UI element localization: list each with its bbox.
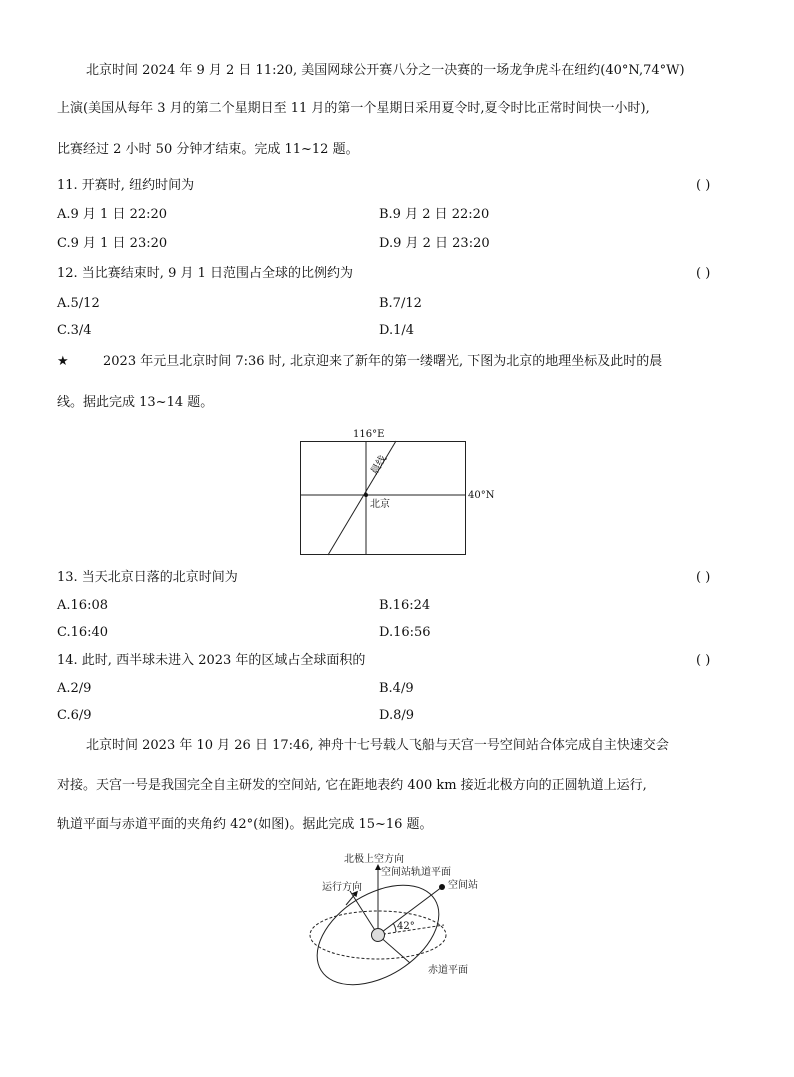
passage1-line1: 北京时间 2024 年 9 月 2 日 11:20, 美国网球公开赛八分之一决赛的一场龙争虎斗在纽约(40°N,74°W) xyxy=(86,63,685,78)
q11-answer-paren[interactable]: ( ) xyxy=(696,178,711,193)
orbit-plane-label: 空间站轨道平面 xyxy=(381,867,451,878)
q12-option-c[interactable]: C.3/4 xyxy=(57,323,92,338)
q13-option-c[interactable]: C.16:40 xyxy=(57,625,109,640)
q12-stem: 12. 当比赛结束时, 9 月 1 日范围占全球的比例约为 xyxy=(57,266,354,281)
orbit-diagram-figure xyxy=(300,845,490,1000)
passage2-line1: 2023 年元旦北京时间 7:36 时, 北京迎来了新年的第一缕曙光, 下图为北京的地理坐标及此时的晨 xyxy=(103,354,663,369)
q13-answer-paren[interactable]: ( ) xyxy=(696,570,711,585)
q14-option-b[interactable]: B.4/9 xyxy=(379,681,414,696)
q13-option-d[interactable]: D.16:56 xyxy=(379,625,431,640)
angle-arc xyxy=(393,923,396,932)
equator-plane-label: 赤道平面 xyxy=(428,965,468,976)
passage3-line1: 北京时间 2023 年 10 月 26 日 17:46, 神舟十七号载人飞船与天宫一号空间站合体完成自主快速交会 xyxy=(86,738,669,753)
q12-option-a[interactable]: A.5/12 xyxy=(57,296,100,311)
dawn-line-label: 晨线 xyxy=(369,453,390,477)
q14-answer-paren[interactable]: ( ) xyxy=(696,653,711,668)
angle-label: 42° xyxy=(397,921,415,932)
beijing-point xyxy=(364,493,368,497)
passage3-line3: 轨道平面与赤道平面的夹角约 42°(如图)。据此完成 15~16 题。 xyxy=(57,817,433,832)
space-station-label: 空间站 xyxy=(448,880,478,891)
q11-option-d[interactable]: D.9 月 2 日 23:20 xyxy=(379,236,490,251)
direction-label: 运行方向 xyxy=(322,882,362,893)
passage2-line2: 线。据此完成 13~14 题。 xyxy=(57,395,214,410)
q11-option-c[interactable]: C.9 月 1 日 23:20 xyxy=(57,236,168,251)
beijing-label: 北京 xyxy=(370,499,390,510)
q14-option-c[interactable]: C.6/9 xyxy=(57,708,92,723)
north-direction-label: 北极上空方向 xyxy=(344,854,404,865)
q11-option-b[interactable]: B.9 月 2 日 22:20 xyxy=(379,207,490,222)
star-marker: ★ xyxy=(57,354,69,369)
q13-option-b[interactable]: B.16:24 xyxy=(379,598,431,613)
beijing-dawn-line-figure xyxy=(290,425,510,560)
passage3-line2: 对接。天宫一号是我国完全自主研发的空间站, 它在距地表约 400 km 接近北极方向的正圆轨道上运行, xyxy=(57,778,647,793)
earth-circle xyxy=(372,929,385,942)
q12-answer-paren[interactable]: ( ) xyxy=(696,266,711,281)
passage1-line2: 上演(美国从每年 3 月的第二个星期日至 11 月的第一个星期日采用夏令时,夏令时比正常时间快一小时), xyxy=(57,101,650,116)
lon-label: 116°E xyxy=(353,429,385,440)
q14-stem: 14. 此时, 西半球未进入 2023 年的区域占全球面积的 xyxy=(57,653,366,668)
q13-option-a[interactable]: A.16:08 xyxy=(57,598,108,613)
q14-option-d[interactable]: D.8/9 xyxy=(379,708,415,723)
q12-option-b[interactable]: B.7/12 xyxy=(379,296,422,311)
space-station-point xyxy=(439,884,445,890)
passage1-line3: 比赛经过 2 小时 50 分钟才结束。完成 11~12 题。 xyxy=(57,142,359,157)
q11-option-a[interactable]: A.9 月 1 日 22:20 xyxy=(57,207,168,222)
q14-option-a[interactable]: A.2/9 xyxy=(57,681,92,696)
lat-label: 40°N xyxy=(468,490,495,501)
q12-option-d[interactable]: D.1/4 xyxy=(379,323,415,338)
q13-stem: 13. 当天北京日落的北京时间为 xyxy=(57,570,238,585)
q11-stem: 11. 开赛时, 纽约时间为 xyxy=(57,178,195,193)
